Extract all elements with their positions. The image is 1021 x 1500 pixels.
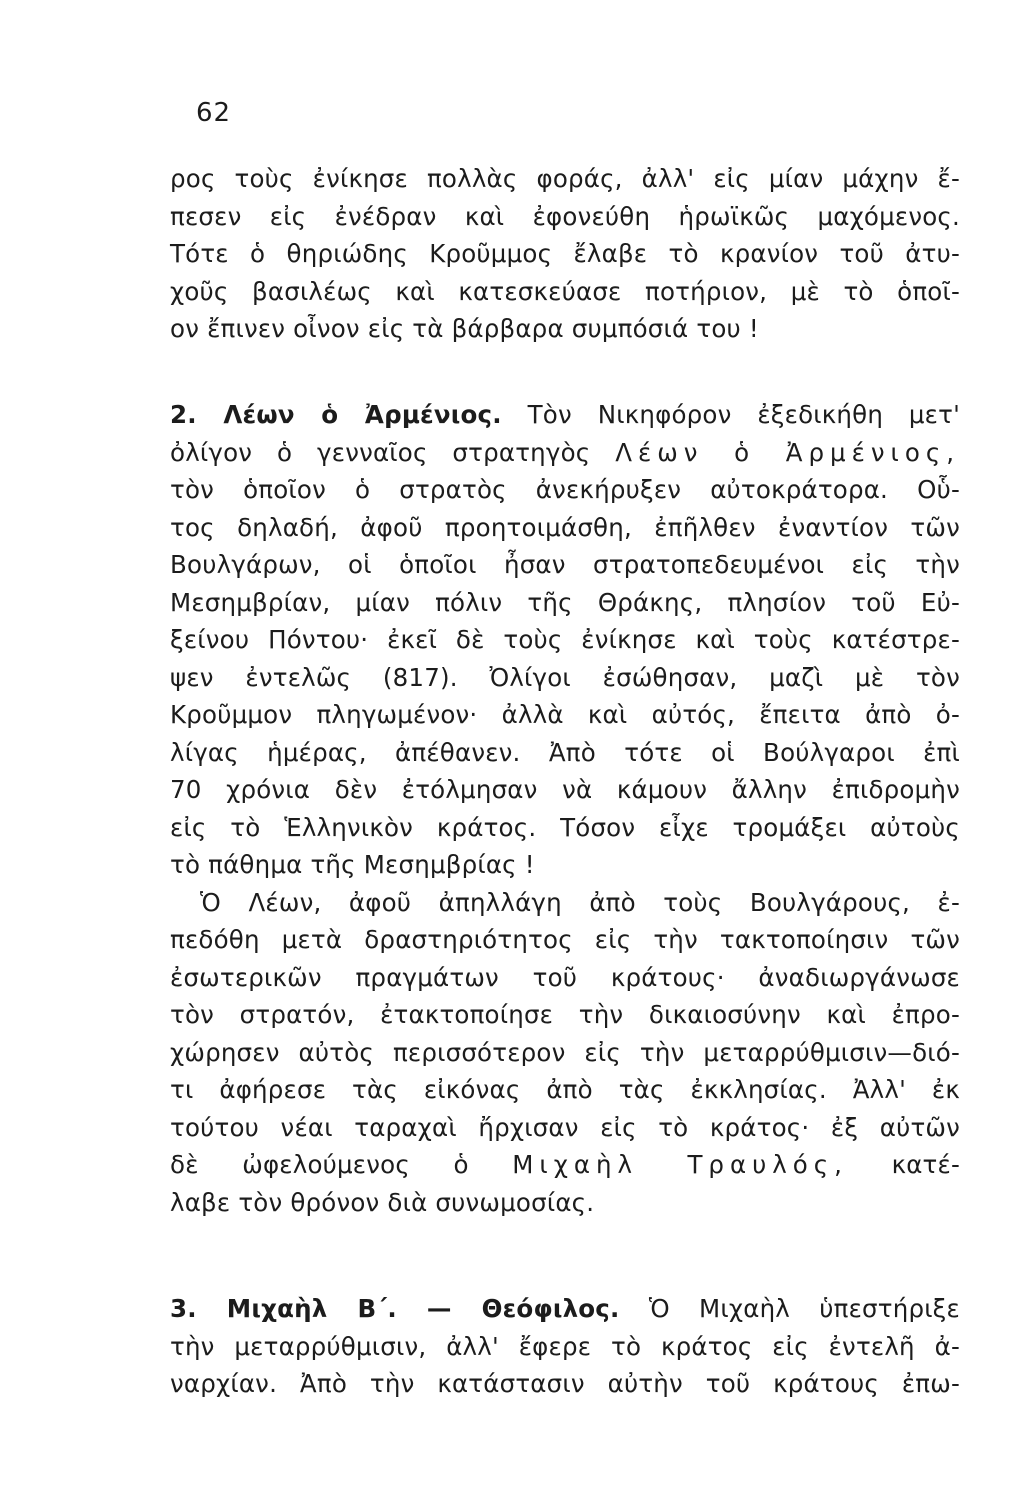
text-line: τούτου νέαι ταραχαὶ ἤρχισαν εἰς τὸ κράτος· ἐξ αὐτῶν (170, 1112, 960, 1142)
text-line: Μεσημβρίαν, μίαν πόλιν τῆς Θράκης, πλησίον τοῦ Εὐ- (170, 587, 960, 617)
text-line: ον ἔπινεν οἶνον εἰς τὰ βάρβαρα συμπόσιά του ! (170, 314, 759, 343)
text-line (170, 396, 960, 434)
text-line: 70 χρόνια δὲν ἐτόλμησαν νὰ κάμουν ἄλλην ἐπιδρομὴν (170, 775, 960, 804)
text-line: πεδόθη μετὰ δραστηριότητος εἰς τὴν τακτοποίησιν τῶν (170, 925, 960, 954)
text-line: ξείνου Πόντου· ἐκεῖ δὲ τοὺς ἐνίκησε καὶ τοὺς κατέστρε- (170, 625, 960, 654)
text-line: χώρησεν αὐτὸς περισσότερον εἰς τὴν μεταρρύθμισιν—διό- (170, 1037, 960, 1067)
text-line: ναρχίαν. Ἀπὸ τὴν κατάστασιν αὐτὴν τοῦ κράτους ἐπω- (170, 1369, 960, 1398)
text-line: λαβε τὸν θρόνον διὰ συνωμοσίας. (170, 1187, 595, 1217)
text-line: τος δηλαδή, ἀφοῦ προητοιμάσθη, ἐπῆλθεν ἐναντίον τῶν (170, 512, 960, 542)
text-line: ἐσωτερικῶν πραγμάτων τοῦ κράτους· ἀναδιωργάνωσε (170, 962, 960, 992)
text-span: Ὁ Μιχαὴλ ὑπεστήριξε (648, 1294, 960, 1323)
text-line: πεσεν εἰς ἐνέδραν καὶ ἐφονεύθη ἡρωϊκῶς μαχόμενος. (170, 201, 960, 231)
text-line (170, 1146, 960, 1184)
text-line: τὴν μεταρρύθμισιν, ἀλλ' ἔφερε τὸ κράτος εἰς ἐντελῆ ἀ- (170, 1331, 960, 1361)
section-leon-armenios (170, 396, 960, 1221)
text-line: τι ἀφήρεσε τὰς εἰκόνας ἀπὸ τὰς ἐκκλησίας. Ἀλλ' ἐκ (170, 1075, 960, 1104)
text-line: Κροῦμμον πληγωμένον· ἀλλὰ καὶ αὐτός, ἔπειτα ἀπὸ ὀ- (170, 700, 960, 729)
text-line: χοῦς βασιλέως καὶ κατεσκεύασε ποτήριον, μὲ τὸ ὁποῖ- (170, 276, 960, 306)
emphasized-name: Λέων ὁ Ἀρμένιος, (615, 437, 960, 467)
text-line: τὸν ὁποῖον ὁ στρατὸς ἀνεκήρυξεν αὐτοκράτορα. Οὗ- (170, 475, 960, 504)
section-michael-theophilos (170, 1290, 960, 1403)
text-span: ὀλίγον ὁ γενναῖος στρατηγὸς (170, 437, 591, 467)
text-line: Βουλγάρων, οἱ ὁποῖοι ἦσαν στρατοπεδευμένοι εἰς τὴν (170, 550, 960, 579)
text-line: τὸν στρατόν, ἐτακτοποίησε τὴν δικαιοσύνην καὶ ἐπρο- (170, 1000, 960, 1029)
text-line: λίγας ἡμέρας, ἀπέθανεν. Ἀπὸ τότε οἱ Βούλγαροι ἐπὶ (170, 737, 960, 767)
section-heading: 2. Λέων ὁ Ἀρμένιος. (170, 400, 502, 429)
text-line: εἰς τὸ Ἑλληνικὸν κράτος. Τόσον εἶχε τρομάξει αὐτοὺς (170, 812, 960, 842)
page-number: 62 (196, 98, 232, 128)
text-span: κατέ- (891, 1150, 960, 1179)
text-line: Τότε ὁ θηριώδης Κροῦμμος ἔλαβε τὸ κρανίον τοῦ ἀτυ- (170, 239, 960, 268)
text-line: τὸ πάθημα τῆς Μεσημβρίας ! (170, 850, 535, 879)
text-span: δὲ ὠφελούμενος ὁ (170, 1150, 469, 1179)
text-line (170, 1290, 960, 1328)
paragraph-continuation (170, 160, 960, 348)
emphasized-name: Μιχαὴλ Τραυλός, (512, 1150, 848, 1179)
text-line: Ὁ Λέων, ἀφοῦ ἀπηλλάγη ἀπὸ τοὺς Βουλγάρους, ἐ- (200, 887, 960, 917)
text-line: ψεν ἐντελῶς (817). Ὀλίγοι ἐσώθησαν, μαζὶ μὲ τὸν (170, 662, 960, 692)
text-line (170, 434, 960, 472)
text-line: ρος τοὺς ἐνίκησε πολλὰς φοράς, ἀλλ' εἰς μίαν μάχην ἔ- (170, 164, 960, 193)
section-heading: 3. Μιχαὴλ Β΄. — Θεόφιλος. (170, 1294, 620, 1323)
text-span: Τὸν Νικηφόρον ἐξεδικήθη μετ' (527, 400, 960, 429)
